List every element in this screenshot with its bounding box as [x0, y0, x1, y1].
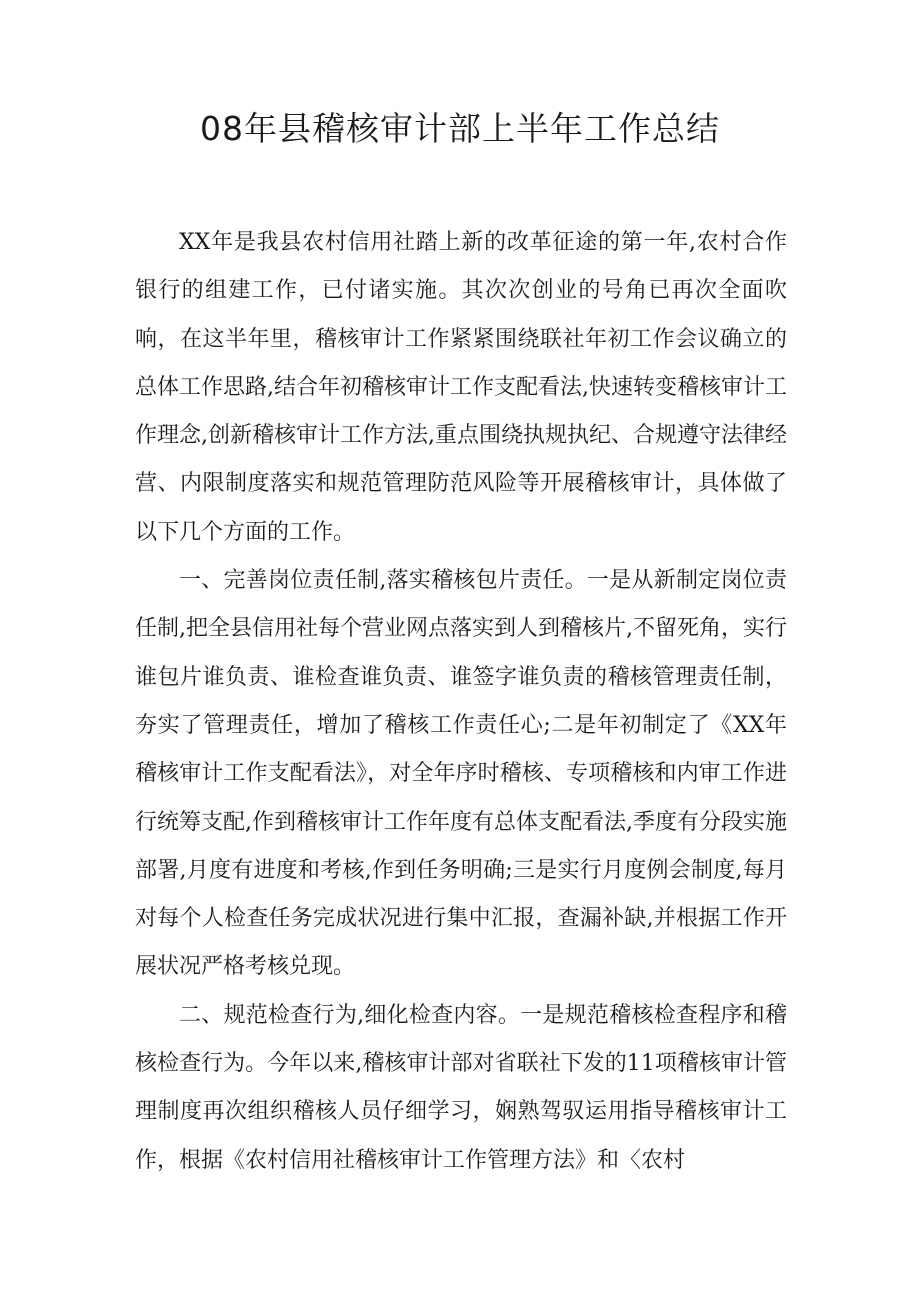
document-body [135, 219, 787, 1185]
paragraph-intro: XX年是我县农村信用社踏上新的改革征途的第一年,农村合作银行的组建工作，已付诸实施。其次次创业的号角已再次全面吹响，在这半年里，稽核审计工作紧紧围绕联社年初工作会议确立的总体工作思路,结合年初稽核审计工作支配看法,快速转变稽核审计工作理念,创新稽核审计工作方法,重点围绕执规执纪、合规遵守法律经营、内限制度落实和规范管理防范风险等开展稽核审计，具体做了以下几个方面的工作。 [135, 230, 787, 545]
paragraph-section-2: 二、规范检查行为,细化检查内容。一是规范稽核检查程序和稽核检查行为。今年以来,稽核审计部对省联社下发的11项稽核审计管理制度再次组织稽核人员仔细学习，娴熟驾驭运用指导稽核审计工作，根据《农村信用社稽核审计工作管理方法》和〈农村 [135, 1002, 787, 1173]
paragraph-section-1: 一、完善岗位责任制,落实稽核包片责任。一是从新制定岗位责任制,把全县信用社每个营业网点落实到人到稽核片,不留死角，实行谁包片谁负责、谁检查谁负责、谁签字谁负责的稽核管理责任制，夯实了管理责任，增加了稽核工作责任心;二是年初制定了《XX年稽核审计工作支配看法》，对全年序时稽核、专项稽核和内审工作进行统筹支配,作到稽核审计工作年度有总体支配看法,季度有分段实施部署,月度有进度和考核,作到任务明确;三是实行月度例会制度,每月对每个人检查任务完成状况进行集中汇报，查漏补缺,并根据工作开展状况严格考核兑现。 [135, 568, 787, 980]
document-title: 08年县稽核审计部上半年工作总结 [200, 109, 720, 148]
